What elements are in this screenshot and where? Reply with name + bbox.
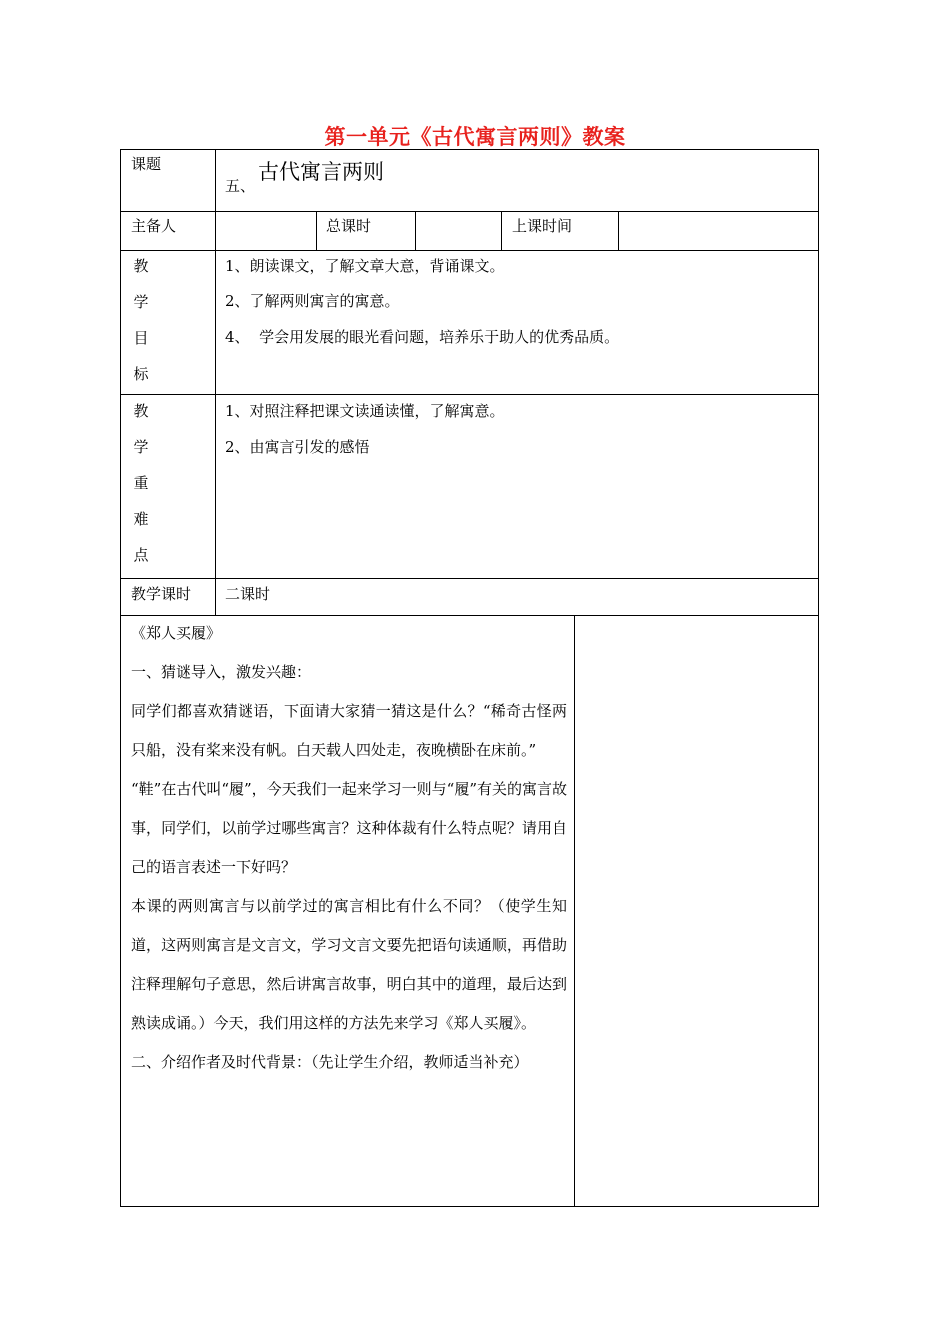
key-points-label xyxy=(131,401,151,581)
objectives-label-char: 目 xyxy=(133,329,149,347)
key-point-item: 2、由寓言引发的感悟 xyxy=(225,438,370,456)
table-divider xyxy=(574,615,575,1207)
paragraph: 本课的两则寓言与以前学过的寓言相比有什么不同？（使学生知道，这两则寓言是文言文，学习文言文要先把语句读通顺，再借助注释理解句子意思，然后讲寓言故事，明白其中的道理，最后达到熟读成诵。）今天，我们用这样的方法先来学习《郑人买履》。 xyxy=(131,897,567,1032)
key-point-item: 1、对照注释把课文读通读懂，了解寓意。 xyxy=(225,402,505,420)
key-points-label-char: 学 xyxy=(133,438,149,456)
key-points-label-char: 点 xyxy=(133,546,149,564)
total-hours-label: 总课时 xyxy=(326,217,372,235)
objective-item: 1、朗读课文，了解文章大意，背诵课文。 xyxy=(225,257,505,275)
topic-value: 古代寓言两则 xyxy=(258,160,384,184)
objective-item: 2、了解两则寓言的寓意。 xyxy=(225,292,400,310)
lesson-body-text xyxy=(131,614,567,1082)
objectives-label-char: 标 xyxy=(133,365,149,383)
objective-item: 4、 学会用发展的眼光看问题，培养乐于助人的优秀品质。 xyxy=(225,328,620,346)
objectives-label xyxy=(131,256,151,400)
key-points-label-char: 教 xyxy=(133,402,149,420)
table-divider xyxy=(120,250,819,251)
preparer-label: 主备人 xyxy=(131,217,177,235)
page-title: 第一单元《古代寓言两则》教案 xyxy=(324,124,626,149)
lesson-hours-label: 教学课时 xyxy=(131,585,192,603)
paragraph: 同学们都喜欢猜谜语，下面请大家猜一猜这是什么？“稀奇古怪两只船，没有桨来没有帆。白天载人四处走，夜晚横卧在床前。” xyxy=(131,702,567,759)
paragraph: 《郑人买履》 xyxy=(131,624,222,642)
paragraph: 二、介绍作者及时代背景：（先让学生介绍，教师适当补充） xyxy=(131,1053,529,1071)
key-points-label-char: 重 xyxy=(133,474,149,492)
class-time-label: 上课时间 xyxy=(512,217,573,235)
paragraph: “鞋”在古代叫“履”，今天我们一起来学习一则与“履”有关的寓言故事，同学们，以前学过哪些寓言？这种体裁有什么特点呢？请用自己的语言表述一下好吗？ xyxy=(131,780,568,876)
table-divider xyxy=(120,211,819,212)
topic-label: 课题 xyxy=(131,155,162,173)
topic-prefix: 五、 xyxy=(225,177,256,195)
key-points-label-char: 难 xyxy=(133,510,149,528)
paragraph: 一、猜谜导入，激发兴趣： xyxy=(131,663,312,681)
table-divider xyxy=(316,211,317,250)
table-divider xyxy=(215,149,216,616)
table-divider xyxy=(120,394,819,395)
table-divider xyxy=(415,211,416,250)
objectives-label-char: 教 xyxy=(133,257,149,275)
table-divider xyxy=(618,211,619,250)
lesson-hours-value: 二课时 xyxy=(225,585,271,603)
table-divider xyxy=(501,211,502,250)
table-divider xyxy=(120,578,819,579)
objectives-label-char: 学 xyxy=(133,293,149,311)
info-table xyxy=(120,149,819,616)
